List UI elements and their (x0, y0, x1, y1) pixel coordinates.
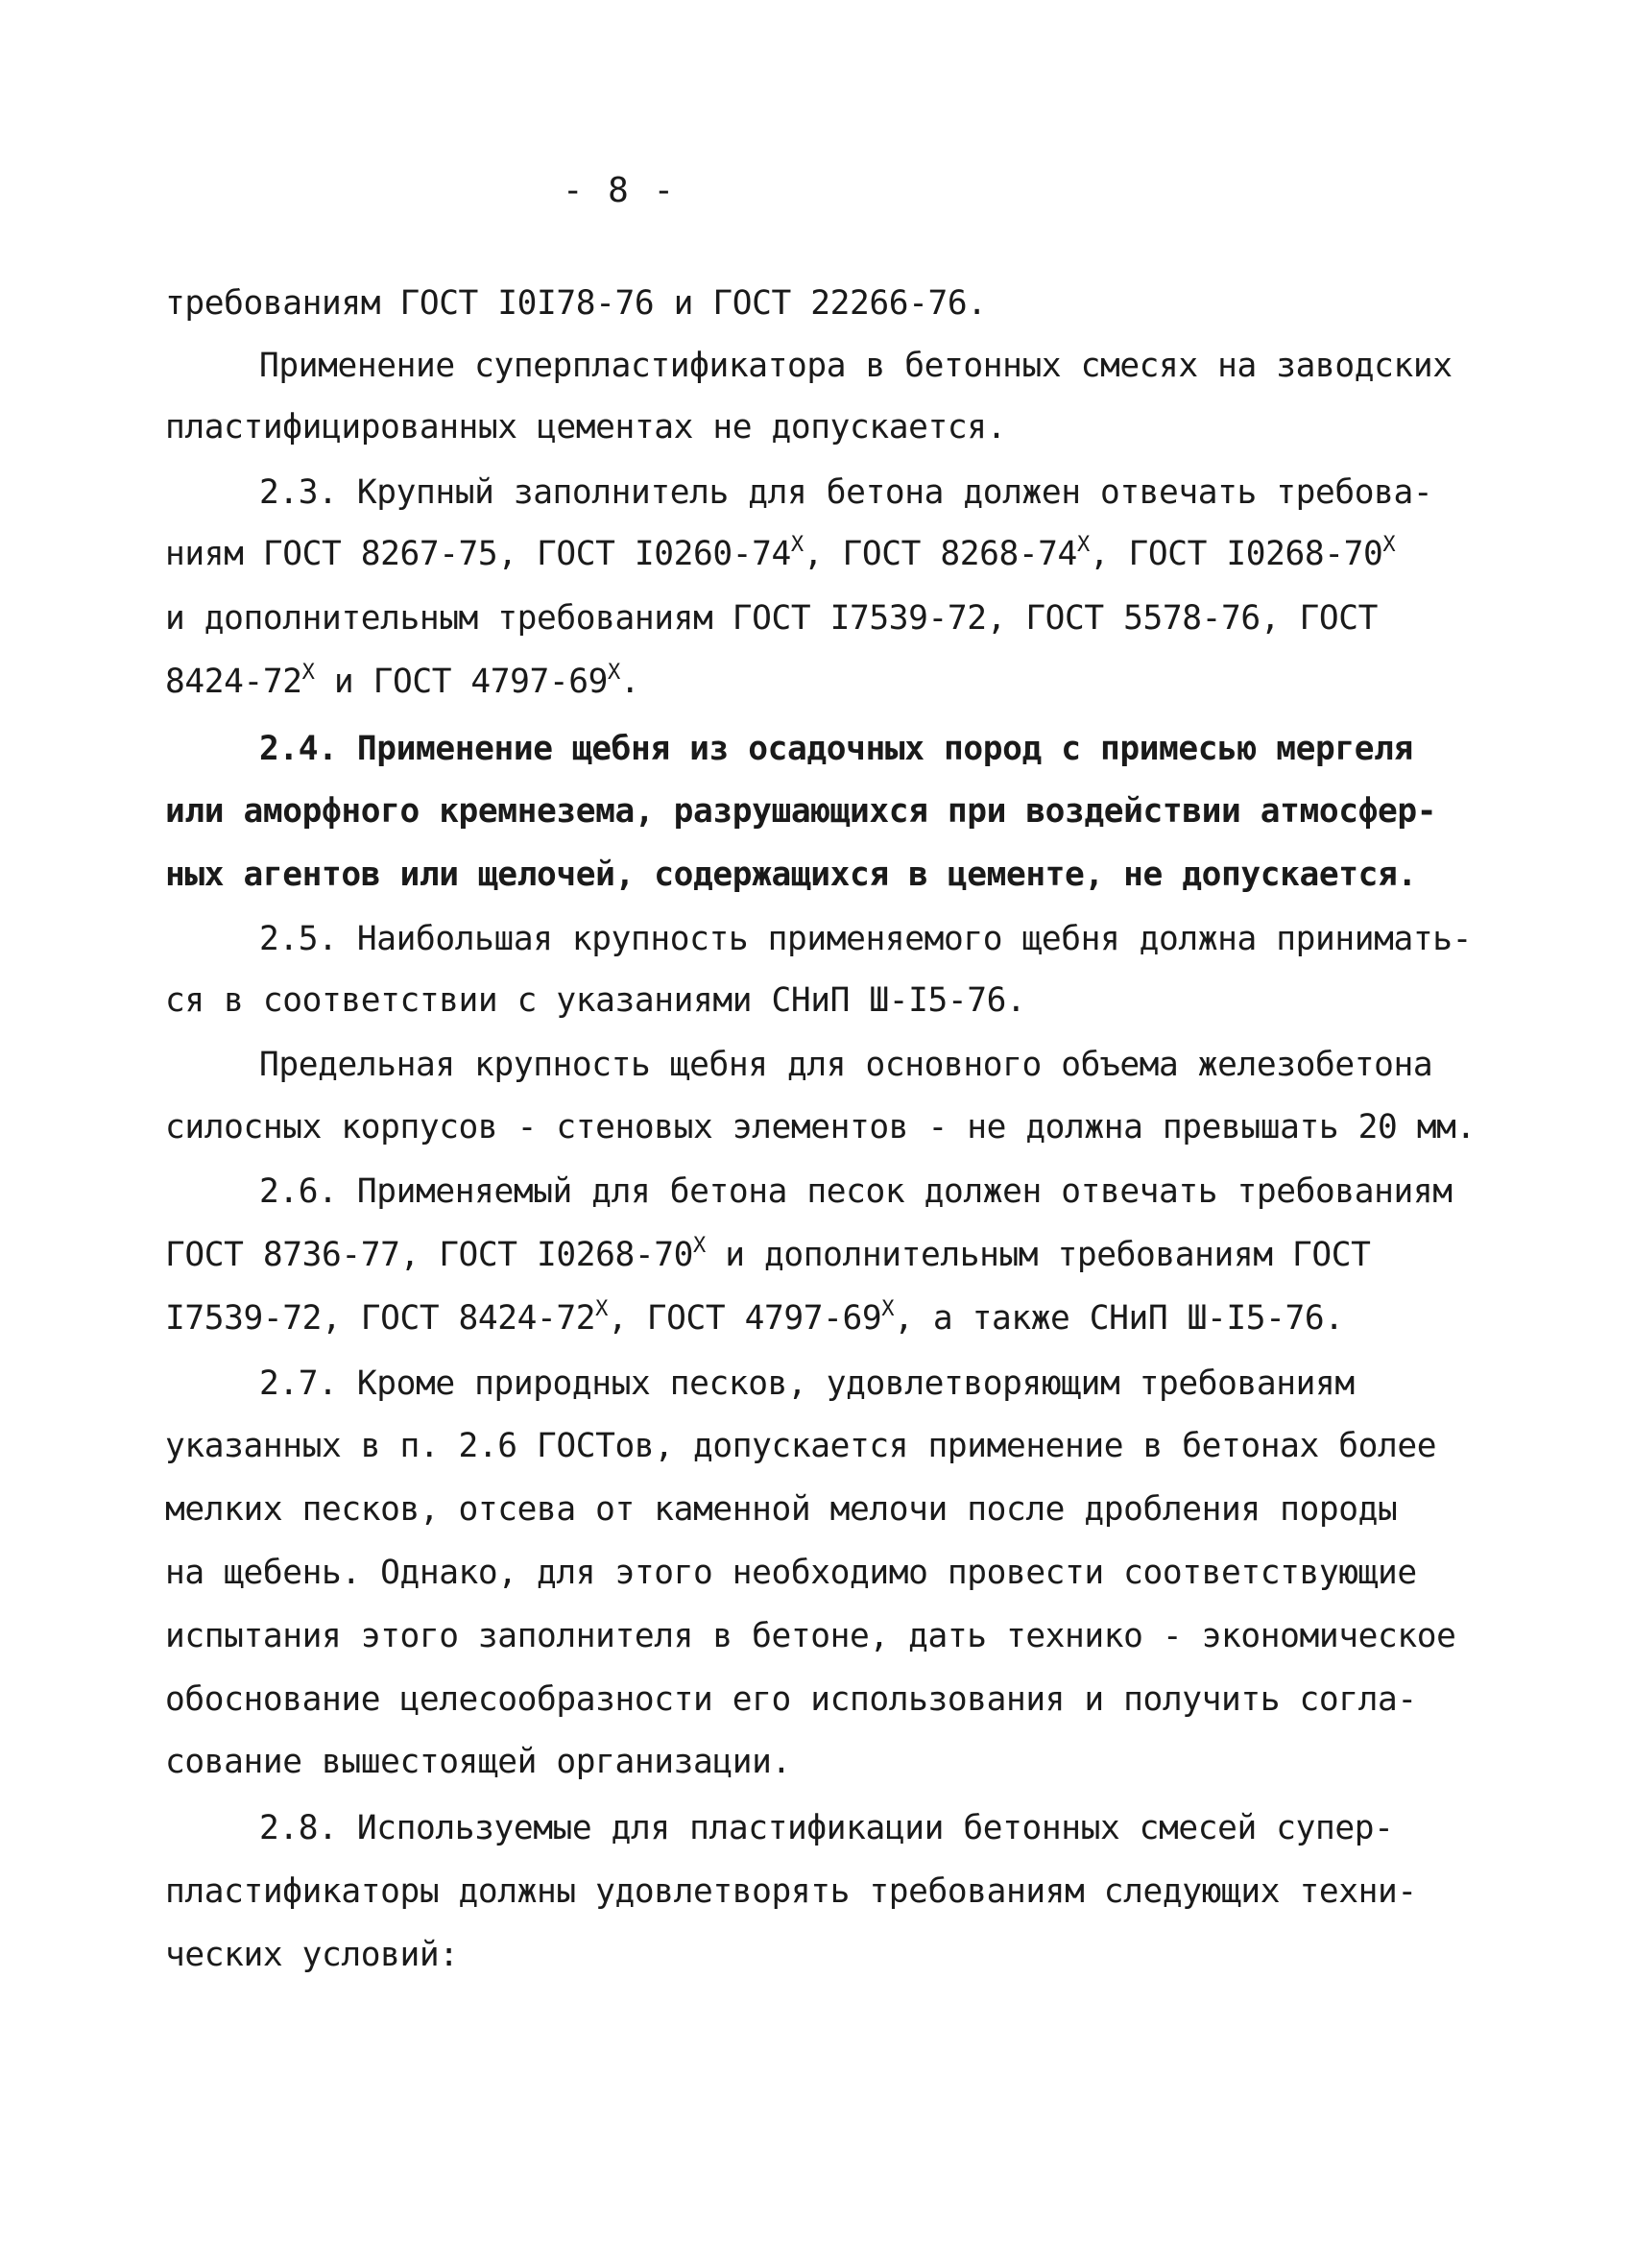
text-line: пластификаторы должны удовлетворять требованиям следующих техни- (165, 1872, 1417, 1911)
text-line: I7539-72, ГОСТ $8424-72^X$, ГОСТ $4797-69^X$, а также СНиП Ш-I5-76. (165, 1297, 1344, 1338)
text-line: требованиям ГОСТ I0I78-76 и ГОСТ 22266-76. (165, 284, 987, 323)
text-line: ся в соответствии с указаниями СНиП Ш-I5-76. (165, 981, 1026, 1020)
text-line: 2.5. Наибольшая крупность применяемого щебня должна принимать- (259, 920, 1472, 958)
text-line: пластифицированных цементах не допускается. (165, 408, 1006, 446)
text-line: 2.8. Используемые для пластификации бетонных смесей супер- (259, 1809, 1394, 1847)
text-line: сование вышестоящей организации. (165, 1743, 791, 1781)
text-line: или аморфного кремнезема, разрушающихся при воздействии атмосфер- (165, 792, 1437, 831)
text-line: мелких песков, отсева от каменной мелочи после дробления породы (165, 1490, 1398, 1529)
text-line: 2.3. Крупный заполнитель для бетона должен отвечать требова- (259, 473, 1433, 512)
text-line: указанных в п. 2.6 ГОСТов, допускается применение в бетонах более (165, 1427, 1437, 1465)
text-line: Применение суперпластификатора в бетонных смесях на заводских (259, 347, 1453, 385)
text-line: испытания этого заполнителя в бетоне, дать технико - экономическое (165, 1617, 1456, 1655)
text-line: 2.4. Применение щебня из осадочных пород с примесью мергеля (259, 730, 1413, 768)
text-line: силосных корпусов - стеновых элементов - не должна превышать 20 мм. (165, 1108, 1476, 1146)
page-number: - 8 - (562, 171, 677, 210)
text-line: Предельная крупность щебня для основного объема железобетона (259, 1046, 1433, 1084)
text-line: ГОСТ 8736-77, ГОСТ $I0268-70^X$ и дополнительным требованиям ГОСТ (165, 1234, 1371, 1274)
text-line: 2.6. Применяемый для бетона песок должен отвечать требованиям (259, 1172, 1453, 1211)
text-line: ных агентов или щелочей, содержащихся в цементе, не допускается. (165, 856, 1417, 894)
text-line: и дополнительным требованиям ГОСТ I7539-72, ГОСТ 5578-76, ГОСТ (165, 599, 1378, 638)
text-line: ниям ГОСТ 8267-75, ГОСТ $I0260-74^X$, ГОСТ $8268-74^X$, ГОСТ $I0268-70^X$ (165, 533, 1396, 573)
text-line: на щебень. Однако, для этого необходимо провести соответствующие (165, 1554, 1417, 1592)
text-line: $8424-72^X$ и ГОСТ $4797-69^X$. (165, 661, 640, 701)
text-line: 2.7. Кроме природных песков, удовлетворяющим требованиям (259, 1364, 1355, 1403)
text-line: обоснование целесообразности его использования и получить согла- (165, 1680, 1417, 1719)
text-line: ческих условий: (165, 1936, 459, 1974)
